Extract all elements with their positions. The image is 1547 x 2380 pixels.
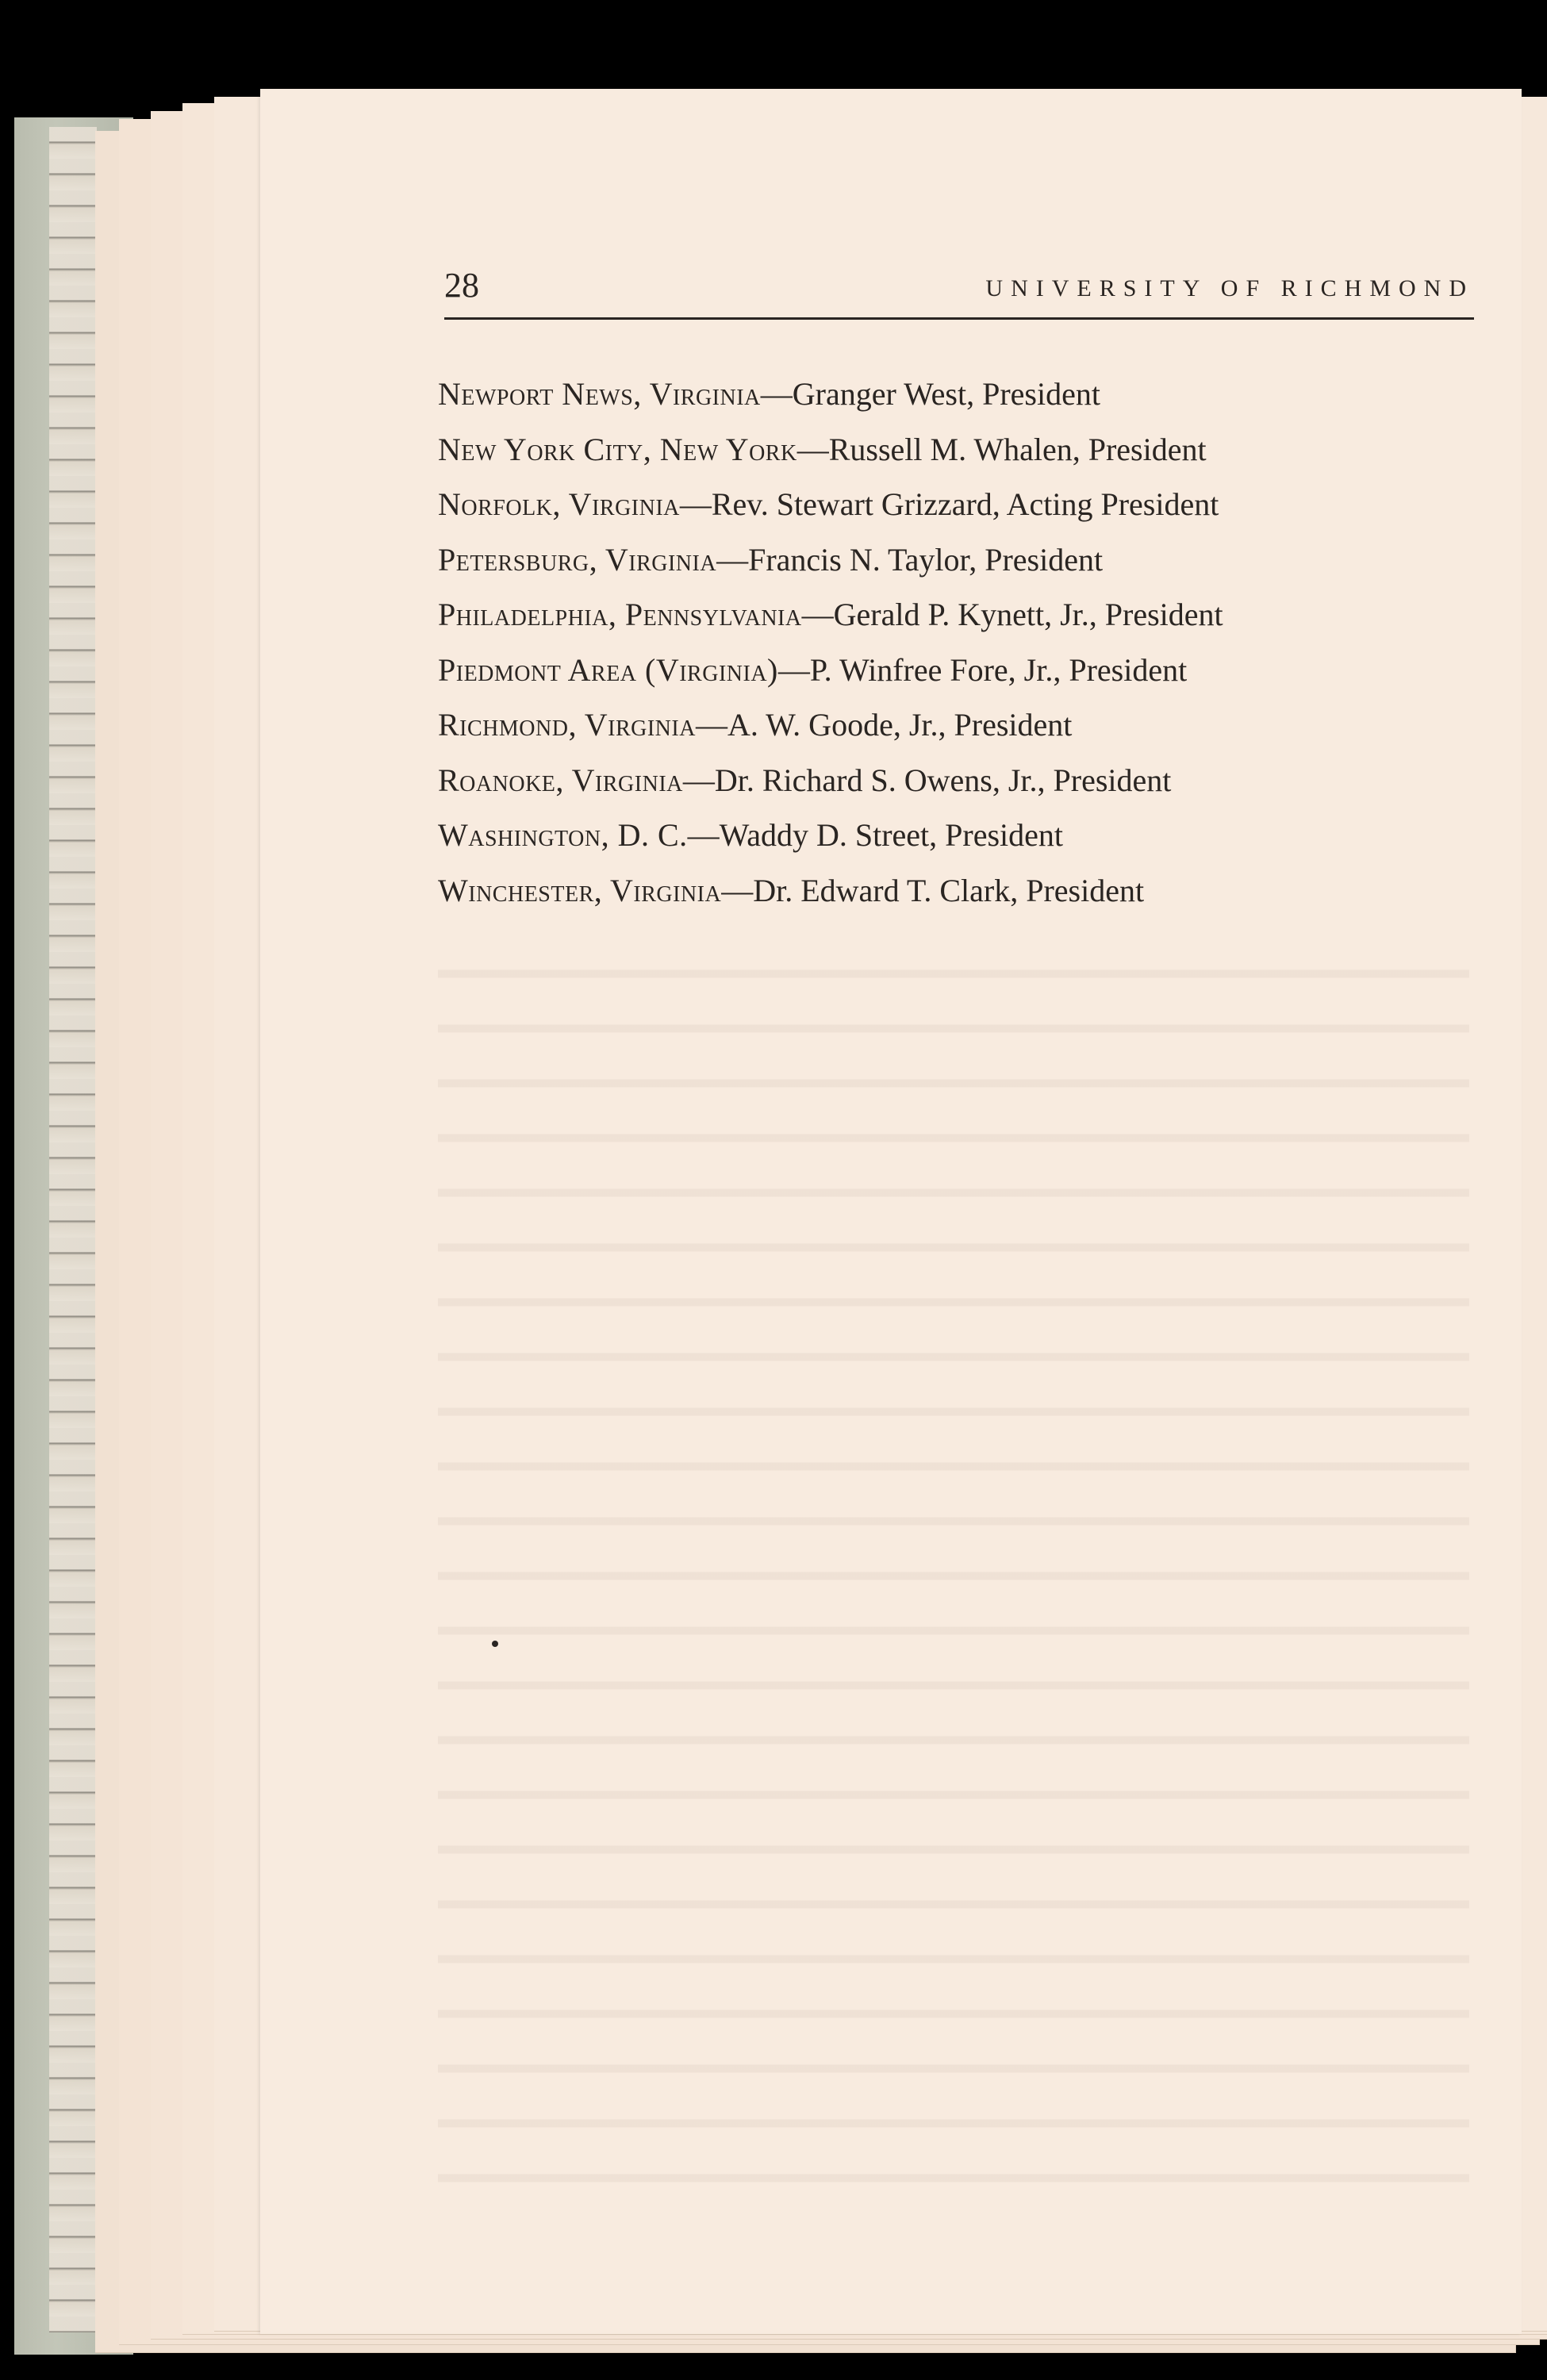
chapter-place: Richmond, Virginia bbox=[438, 707, 696, 743]
list-item bbox=[438, 422, 1501, 478]
chapter-officer: —Granger West, President bbox=[760, 376, 1100, 412]
running-head: UNIVERSITY OF RICHMOND bbox=[985, 275, 1474, 301]
list-item bbox=[438, 532, 1501, 588]
list-item bbox=[438, 367, 1501, 422]
chapter-officer: —Gerald P. Kynett, Jr., President bbox=[801, 597, 1223, 632]
page-header bbox=[444, 262, 1474, 320]
chapter-place: Petersburg, Virginia bbox=[438, 541, 717, 578]
chapter-officer: —A. W. Goode, Jr., President bbox=[695, 707, 1073, 743]
list-item bbox=[438, 808, 1501, 863]
chapter-place: Piedmont Area (Virginia) bbox=[438, 651, 778, 688]
chapter-officer: —Francis N. Taylor, President bbox=[716, 541, 1104, 578]
list-item bbox=[438, 477, 1501, 532]
book-binding bbox=[49, 127, 97, 2332]
chapter-officer: —Dr. Richard S. Owens, Jr., President bbox=[682, 762, 1172, 798]
list-item bbox=[438, 863, 1501, 919]
chapter-place: Newport News, Virginia bbox=[438, 376, 761, 412]
chapter-officer: —Dr. Edward T. Clark, President bbox=[721, 872, 1145, 908]
list-item bbox=[438, 697, 1501, 753]
chapter-place: New York City, New York bbox=[438, 431, 797, 467]
chapter-officer: —Russell M. Whalen, President bbox=[797, 431, 1207, 467]
chapter-list bbox=[438, 367, 1501, 918]
chapter-place: Washington, D. C. bbox=[438, 817, 688, 853]
show-through-text bbox=[438, 936, 1469, 2205]
chapter-officer: —P. Winfree Fore, Jr., President bbox=[777, 651, 1188, 688]
page-number: 28 bbox=[444, 266, 479, 305]
chapter-officer: —Waddy D. Street, President bbox=[687, 817, 1063, 853]
chapter-officer: —Rev. Stewart Grizzard, Acting President bbox=[679, 486, 1219, 522]
chapter-place: Roanoke, Virginia bbox=[438, 762, 683, 798]
list-item bbox=[438, 643, 1501, 698]
chapter-place: Norfolk, Virginia bbox=[438, 486, 680, 522]
list-item bbox=[438, 587, 1501, 643]
list-item bbox=[438, 753, 1501, 808]
ink-speck bbox=[492, 1641, 498, 1647]
chapter-place: Winchester, Virginia bbox=[438, 872, 722, 908]
chapter-place: Philadelphia, Pennsylvania bbox=[438, 597, 802, 632]
